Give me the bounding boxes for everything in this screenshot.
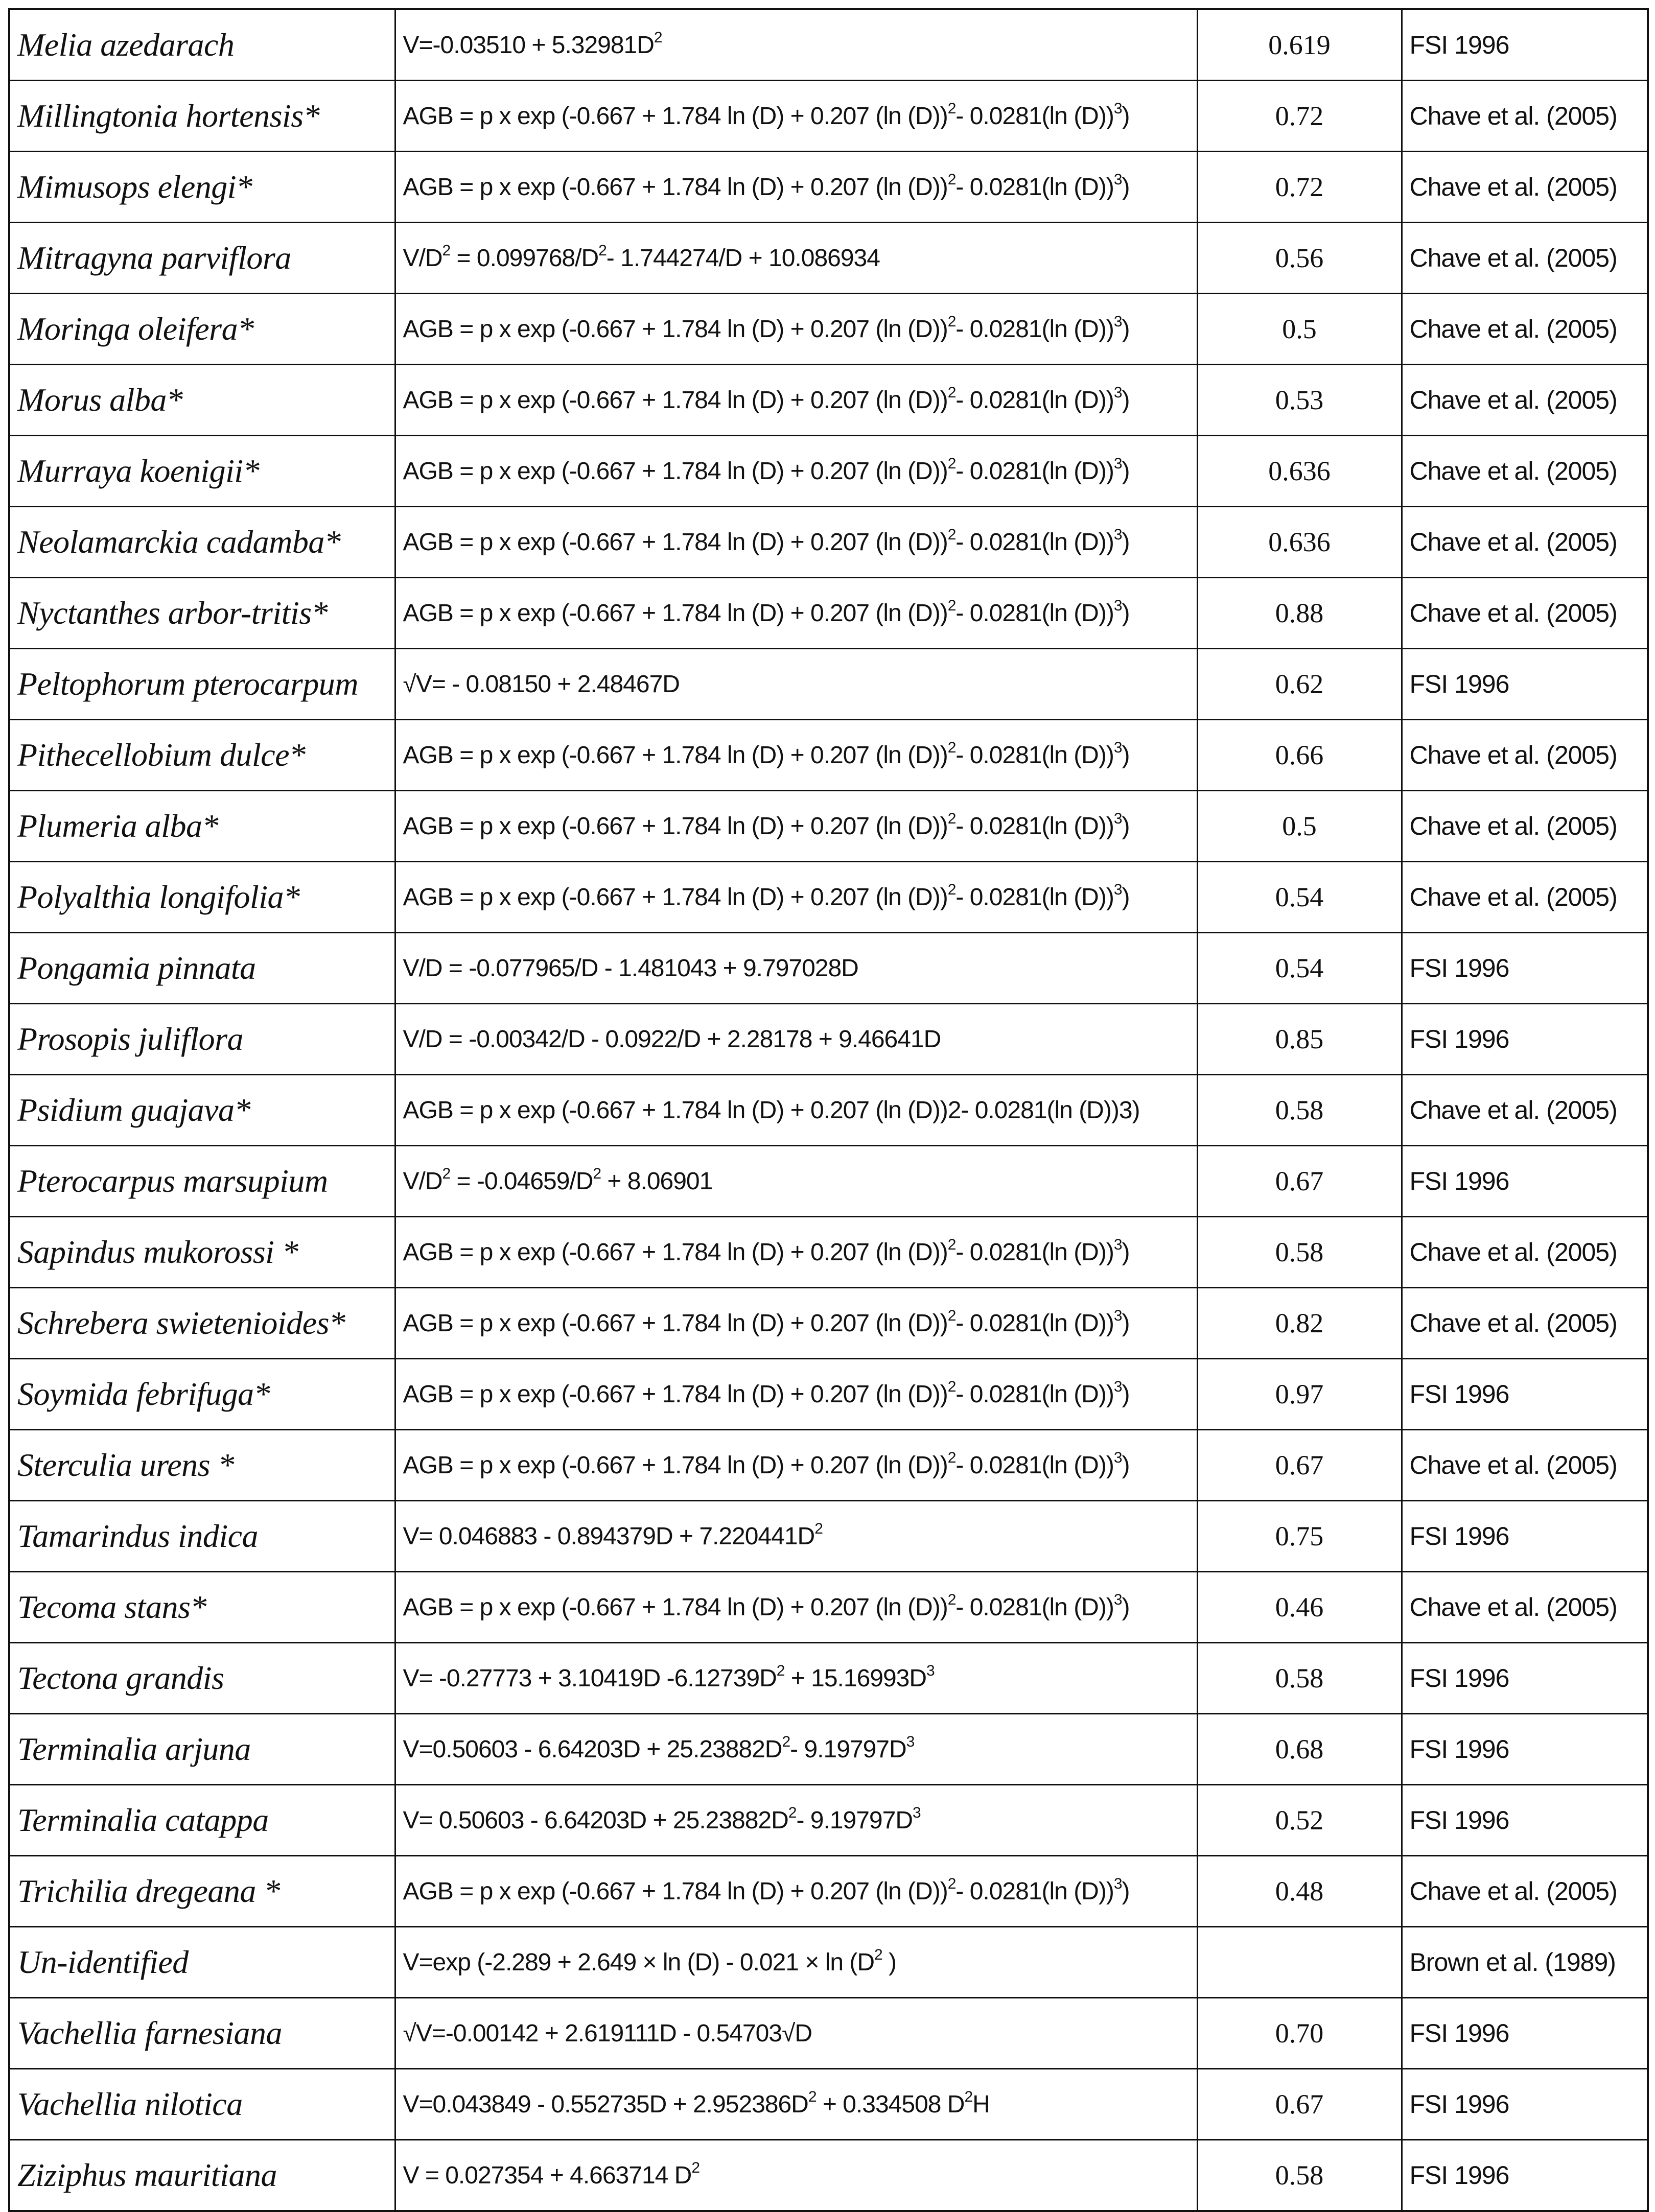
allometric-equation-cell: AGB = p x exp (-0.667 + 1.784 ln (D) + 0.207 (ln (D))$^2$- 0.0281(ln (D))$^3$): [395, 436, 1197, 507]
table-row: [9, 1501, 1648, 1572]
species-equation-table-container: [8, 8, 1647, 2193]
wood-density-cell: 0.97: [1197, 1359, 1402, 1430]
wood-density-cell: 0.75: [1197, 1501, 1402, 1572]
table-row: [9, 223, 1648, 294]
equation-source-cell: FSI 1996: [1402, 1004, 1648, 1075]
table-row: [9, 2140, 1648, 2211]
table-body: [9, 9, 1648, 2211]
species-name-cell: Sterculia urens *: [9, 1430, 395, 1501]
wood-density-cell: 0.82: [1197, 1288, 1402, 1359]
species-equation-table: [8, 8, 1649, 2212]
wood-density-cell: 0.72: [1197, 152, 1402, 223]
allometric-equation-cell: AGB = p x exp (-0.667 + 1.784 ln (D) + 0.207 (ln (D))$^2$- 0.0281(ln (D))$^3$): [395, 294, 1197, 365]
wood-density-cell: 0.67: [1197, 1430, 1402, 1501]
table-row: [9, 1856, 1648, 1927]
wood-density-cell: 0.53: [1197, 365, 1402, 436]
equation-source-cell: Chave et al. (2005): [1402, 436, 1648, 507]
wood-density-cell: 0.619: [1197, 9, 1402, 81]
equation-source-cell: Chave et al. (2005): [1402, 81, 1648, 152]
table-row: [9, 933, 1648, 1004]
equation-source-cell: FSI 1996: [1402, 1501, 1648, 1572]
species-name-cell: Morus alba*: [9, 365, 395, 436]
equation-source-cell: Chave et al. (2005): [1402, 1075, 1648, 1146]
species-name-cell: Psidium guajava*: [9, 1075, 395, 1146]
equation-source-cell: Chave et al. (2005): [1402, 1856, 1648, 1927]
equation-source-cell: Chave et al. (2005): [1402, 1430, 1648, 1501]
species-name-cell: Trichilia dregeana *: [9, 1856, 395, 1927]
allometric-equation-cell: √V=-0.00142 + 2.619111D - 0.54703√D: [395, 1998, 1197, 2069]
allometric-equation-cell: AGB = p x exp (-0.667 + 1.784 ln (D) + 0.207 (ln (D))$^2$- 0.0281(ln (D))$^3$): [395, 507, 1197, 578]
allometric-equation-cell: AGB = p x exp (-0.667 + 1.784 ln (D) + 0.207 (ln (D))$^2$- 0.0281(ln (D))$^3$): [395, 862, 1197, 933]
species-name-cell: Moringa oleifera*: [9, 294, 395, 365]
wood-density-cell: 0.66: [1197, 720, 1402, 791]
table-row: [9, 578, 1648, 649]
equation-source-cell: FSI 1996: [1402, 1359, 1648, 1430]
table-row: [9, 2069, 1648, 2140]
wood-density-cell: 0.54: [1197, 862, 1402, 933]
table-row: [9, 1430, 1648, 1501]
table-row: [9, 436, 1648, 507]
equation-source-cell: FSI 1996: [1402, 1146, 1648, 1217]
species-name-cell: Murraya koenigii*: [9, 436, 395, 507]
allometric-equation-cell: AGB = p x exp (-0.667 + 1.784 ln (D) + 0.207 (ln (D))2- 0.0281(ln (D))3): [395, 1075, 1197, 1146]
wood-density-cell: 0.56: [1197, 223, 1402, 294]
wood-density-cell: 0.636: [1197, 436, 1402, 507]
species-name-cell: Tecoma stans*: [9, 1572, 395, 1643]
table-row: [9, 9, 1648, 81]
equation-source-cell: FSI 1996: [1402, 2069, 1648, 2140]
allometric-equation-cell: AGB = p x exp (-0.667 + 1.784 ln (D) + 0.207 (ln (D))$^2$- 0.0281(ln (D))$^3$): [395, 1430, 1197, 1501]
species-name-cell: Prosopis juliflora: [9, 1004, 395, 1075]
wood-density-cell: 0.58: [1197, 1075, 1402, 1146]
table-row: [9, 1288, 1648, 1359]
equation-source-cell: FSI 1996: [1402, 9, 1648, 81]
equation-source-cell: FSI 1996: [1402, 649, 1648, 720]
species-name-cell: Plumeria alba*: [9, 791, 395, 862]
species-name-cell: Vachellia nilotica: [9, 2069, 395, 2140]
species-name-cell: Vachellia farnesiana: [9, 1998, 395, 2069]
table-row: [9, 1004, 1648, 1075]
species-name-cell: Polyalthia longifolia*: [9, 862, 395, 933]
wood-density-cell: 0.48: [1197, 1856, 1402, 1927]
equation-source-cell: Chave et al. (2005): [1402, 862, 1648, 933]
species-name-cell: Soymida febrifuga*: [9, 1359, 395, 1430]
allometric-equation-cell: $V= 0.50603 - 6.64203D + 25.23882D^2-$ $9.19797D^3$: [395, 1785, 1197, 1856]
equation-source-cell: FSI 1996: [1402, 1714, 1648, 1785]
equation-source-cell: Chave et al. (2005): [1402, 152, 1648, 223]
wood-density-cell: 0.58: [1197, 1643, 1402, 1714]
allometric-equation-cell: AGB = p x exp (-0.667 + 1.784 ln (D) + 0.207 (ln (D))$^2$- 0.0281(ln (D))$^3$): [395, 578, 1197, 649]
equation-source-cell: FSI 1996: [1402, 1998, 1648, 2069]
species-name-cell: Mitragyna parviflora: [9, 223, 395, 294]
equation-source-cell: Chave et al. (2005): [1402, 223, 1648, 294]
equation-source-cell: Chave et al. (2005): [1402, 720, 1648, 791]
table-row: [9, 294, 1648, 365]
table-row: [9, 1217, 1648, 1288]
wood-density-cell: 0.88: [1197, 578, 1402, 649]
wood-density-cell: 0.67: [1197, 2069, 1402, 2140]
wood-density-cell: 0.5: [1197, 791, 1402, 862]
allometric-equation-cell: AGB = p x exp (-0.667 + 1.784 ln (D) + 0.207 (ln (D))$^2$- 0.0281(ln (D))$^3$): [395, 365, 1197, 436]
equation-source-cell: FSI 1996: [1402, 933, 1648, 1004]
wood-density-cell: 0.58: [1197, 1217, 1402, 1288]
allometric-equation-cell: $V= 0.046883 - 0.894379D + 7.220441D^2$: [395, 1501, 1197, 1572]
allometric-equation-cell: V=exp ($-2.289 + 2.649 \times \ln (D) - 0.021 \times \ln (D^2$ ): [395, 1927, 1197, 1998]
allometric-equation-cell: V = 0.027354 + 4.663714 $D^2$: [395, 2140, 1197, 2211]
allometric-equation-cell: AGB = p x exp (-0.667 + 1.784 ln (D) + 0.207 (ln (D))$^2$- 0.0281(ln (D))$^3$): [395, 720, 1197, 791]
equation-source-cell: Brown et al. (1989): [1402, 1927, 1648, 1998]
equation-source-cell: Chave et al. (2005): [1402, 365, 1648, 436]
wood-density-cell: 0.54: [1197, 933, 1402, 1004]
species-name-cell: Pongamia pinnata: [9, 933, 395, 1004]
allometric-equation-cell: AGB = p x exp (-0.667 + 1.784 ln (D) + 0.207 (ln (D))$^2$- 0.0281(ln (D))$^3$): [395, 1288, 1197, 1359]
table-row: [9, 1572, 1648, 1643]
species-name-cell: Peltophorum pterocarpum: [9, 649, 395, 720]
wood-density-cell: 0.85: [1197, 1004, 1402, 1075]
table-row: [9, 1075, 1648, 1146]
equation-source-cell: Chave et al. (2005): [1402, 1288, 1648, 1359]
allometric-equation-cell: AGB = p x exp (-0.667 + 1.784 ln (D) + 0.207 (ln (D))$^2$- 0.0281(ln (D))$^3$): [395, 1217, 1197, 1288]
wood-density-cell: 0.52: [1197, 1785, 1402, 1856]
equation-source-cell: Chave et al. (2005): [1402, 294, 1648, 365]
equation-source-cell: Chave et al. (2005): [1402, 1217, 1648, 1288]
species-name-cell: Melia azedarach: [9, 9, 395, 81]
species-name-cell: Mimusops elengi*: [9, 152, 395, 223]
table-row: [9, 720, 1648, 791]
allometric-equation-cell: AGB = p x exp (-0.667 + 1.784 ln (D) + 0.207 (ln (D))$^2$- 0.0281(ln (D))$^3$): [395, 1359, 1197, 1430]
species-name-cell: Millingtonia hortensis*: [9, 81, 395, 152]
allometric-equation-cell: AGB = p x exp (-0.667 + 1.784 ln (D) + 0.207 (ln (D))$^2$- 0.0281(ln (D))$^3$): [395, 152, 1197, 223]
species-name-cell: Pterocarpus marsupium: [9, 1146, 395, 1217]
allometric-equation-cell: V/D = -0.077965/D - 1.481043 + 9.797028D: [395, 933, 1197, 1004]
table-row: [9, 81, 1648, 152]
species-name-cell: Tamarindus indica: [9, 1501, 395, 1572]
equation-source-cell: Chave et al. (2005): [1402, 578, 1648, 649]
species-name-cell: Terminalia arjuna: [9, 1714, 395, 1785]
wood-density-cell: 0.58: [1197, 2140, 1402, 2211]
wood-density-cell: 0.72: [1197, 81, 1402, 152]
species-name-cell: Tectona grandis: [9, 1643, 395, 1714]
wood-density-cell: 0.5: [1197, 294, 1402, 365]
species-name-cell: Sapindus mukorossi *: [9, 1217, 395, 1288]
table-row: [9, 1643, 1648, 1714]
species-name-cell: Terminalia catappa: [9, 1785, 395, 1856]
table-row: [9, 1146, 1648, 1217]
wood-density-cell: 0.46: [1197, 1572, 1402, 1643]
allometric-equation-cell: $V=-0.03510 + 5.32981D^2$: [395, 9, 1197, 81]
table-row: [9, 365, 1648, 436]
allometric-equation-cell: AGB = p x exp (-0.667 + 1.784 ln (D) + 0.207 (ln (D))$^2$- 0.0281(ln (D))$^3$): [395, 1572, 1197, 1643]
equation-source-cell: FSI 1996: [1402, 1643, 1648, 1714]
species-name-cell: Schrebera swietenioides*: [9, 1288, 395, 1359]
allometric-equation-cell: $V/D^2 = 0.099768/D^2-$ 1.744274/D + 10.086934: [395, 223, 1197, 294]
allometric-equation-cell: √V= - 0.08150 + 2.48467D: [395, 649, 1197, 720]
table-row: [9, 152, 1648, 223]
table-row: [9, 1927, 1648, 1998]
table-row: [9, 649, 1648, 720]
wood-density-cell: [1197, 1927, 1402, 1998]
table-row: [9, 791, 1648, 862]
wood-density-cell: 0.70: [1197, 1998, 1402, 2069]
equation-source-cell: Chave et al. (2005): [1402, 791, 1648, 862]
table-row: [9, 507, 1648, 578]
species-name-cell: Pithecellobium dulce*: [9, 720, 395, 791]
allometric-equation-cell: AGB = p x exp (-0.667 + 1.784 ln (D) + 0.207 (ln (D))$^2$- 0.0281(ln (D))$^3$): [395, 1856, 1197, 1927]
table-row: [9, 1714, 1648, 1785]
equation-source-cell: Chave et al. (2005): [1402, 1572, 1648, 1643]
allometric-equation-cell: V= -0.27773 + 3.10419D $-6.12739D^2 + 15.16993D^3$: [395, 1643, 1197, 1714]
species-name-cell: Nyctanthes arbor-tritis*: [9, 578, 395, 649]
table-row: [9, 1785, 1648, 1856]
equation-source-cell: FSI 1996: [1402, 1785, 1648, 1856]
allometric-equation-cell: $V=0.043849 - 0.552735D + 2.952386D^2 + 0.334508$ $D^2H$: [395, 2069, 1197, 2140]
allometric-equation-cell: $V=0.50603 - 6.64203D + 25.23882D^2-$ $9.19797D^3$: [395, 1714, 1197, 1785]
species-name-cell: Ziziphus mauritiana: [9, 2140, 395, 2211]
equation-source-cell: FSI 1996: [1402, 2140, 1648, 2211]
wood-density-cell: 0.62: [1197, 649, 1402, 720]
species-name-cell: Un-identified: [9, 1927, 395, 1998]
allometric-equation-cell: V/D = -0.00342/D - 0.0922/D + 2.28178 + 9.46641D: [395, 1004, 1197, 1075]
table-row: [9, 1359, 1648, 1430]
wood-density-cell: 0.636: [1197, 507, 1402, 578]
allometric-equation-cell: AGB = p x exp (-0.667 + 1.784 ln (D) + 0.207 (ln (D))$^2$- 0.0281(ln (D))$^3$): [395, 791, 1197, 862]
table-row: [9, 862, 1648, 933]
species-name-cell: Neolamarckia cadamba*: [9, 507, 395, 578]
wood-density-cell: 0.67: [1197, 1146, 1402, 1217]
allometric-equation-cell: $V/D^2 = -0.04659/D^2 + 8.06901$: [395, 1146, 1197, 1217]
equation-source-cell: Chave et al. (2005): [1402, 507, 1648, 578]
wood-density-cell: 0.68: [1197, 1714, 1402, 1785]
table-row: [9, 1998, 1648, 2069]
allometric-equation-cell: AGB = p x exp (-0.667 + 1.784 ln (D) + 0.207 (ln (D))$^2$- 0.0281(ln (D))$^3$): [395, 81, 1197, 152]
